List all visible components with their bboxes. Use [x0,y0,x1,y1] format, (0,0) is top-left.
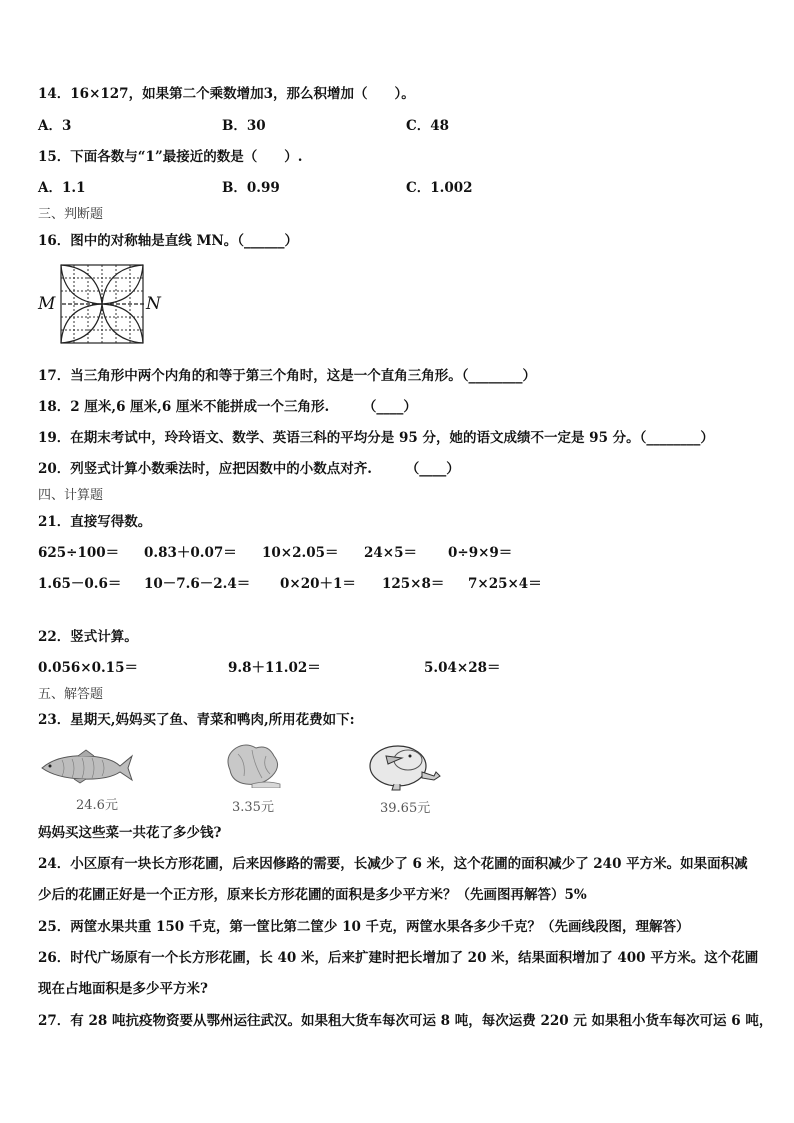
price-duck: 39.65元 [380,801,431,816]
question-14: 14．16×127，如果第二个乘数增加3，那么积增加（ ）。 [38,86,415,102]
price-vegetable: 3.35元 [232,800,274,815]
question-24-line-1: 24．小区原有一块长方形花圃，后来因修路的需要，长减少了 6 米，这个花圃的面积减少了 240 平方米。如果面积减 [38,856,748,872]
fish-illustration [38,748,134,784]
q15-option-a: A．1.1 [38,180,86,196]
symmetry-figure [60,264,144,344]
calc-item: 0÷9×9＝ [448,545,513,561]
q14-option-a: A．3 [38,118,72,134]
question-26-line-2: 现在占地面积是多少平方米? [38,981,208,997]
question-21: 21．直接写得数。 [38,514,152,530]
calc-item: 625÷100＝ [38,545,120,561]
q15-option-b: B．0.99 [222,180,280,196]
q14-option-b: B．30 [222,118,266,134]
calc-item: 10－7.6－2.4＝ [144,576,251,592]
question-23: 23．星期天,妈妈买了鱼、青菜和鸭肉,所用花费如下: [38,712,355,728]
section-heading-judge: 三、判断题 [38,207,104,222]
question-22: 22．竖式计算。 [38,629,138,645]
calc-item: 125×8＝ [382,576,445,592]
figure-label-n: N [146,294,161,314]
vertical-calc-item: 9.8＋11.02＝ [228,660,321,676]
question-20: 20．列竖式计算小数乘法时，应把因数中的小数点对齐. （____） [38,461,460,477]
figure-label-m: M [38,294,56,314]
section-heading-calc: 四、计算题 [38,488,104,503]
question-19: 19．在期末考试中，玲玲语文、数学、英语三科的平均分是 95 分，她的语文成绩不一定是 95 分。（________） [38,430,714,446]
question-23-ask: 妈妈买这些菜一共花了多少钱? [38,825,222,841]
calc-item: 0×20＋1＝ [280,576,356,592]
vertical-calc-item: 0.056×0.15＝ [38,660,138,676]
question-25: 25．两筐水果共重 150 千克，第一筐比第二筐少 10 千克，两筐水果各多少千克？（先画线段图，理解答） [38,919,690,935]
q15-option-c: C．1.002 [406,180,473,196]
duck-illustration [364,738,444,792]
question-17: 17．当三角形中两个内角的和等于第三个角时，这是一个直角三角形。（________） [38,368,537,384]
calc-item: 10×2.05＝ [262,545,339,561]
calc-item: 24×5＝ [364,545,417,561]
calc-item: 0.83＋0.07＝ [144,545,237,561]
q14-option-c: C．48 [406,118,450,134]
question-16: 16．图中的对称轴是直线 MN。（______） [38,233,299,249]
calc-item: 7×25×4＝ [468,576,542,592]
section-heading-word: 五、解答题 [38,687,104,702]
question-26-line-1: 26．时代广场原有一个长方形花圃，长 40 米，后来扩建时把长增加了 20 米，结果面积增加了 400 平方米。这个花圃 [38,950,759,966]
question-27-line-1: 27．有 28 吨抗疫物资要从鄂州运往武汉。如果租大货车每次可运 8 吨，每次运费 220 元 如果租小货车每次可运 6 吨， [38,1013,773,1029]
vegetable-illustration [222,740,284,788]
question-18: 18．2 厘米,6 厘米,6 厘米不能拼成一个三角形. （____） [38,399,417,415]
question-15: 15．下面各数与“1”最接近的数是（ ）. [38,149,303,165]
vertical-calc-item: 5.04×28＝ [424,660,501,676]
price-fish: 24.6元 [76,798,118,813]
question-24-line-2: 少后的花圃正好是一个正方形，原来长方形花圃的面积是多少平方米？（先画图再解答）5% [38,887,587,903]
calc-item: 1.65－0.6＝ [38,576,122,592]
